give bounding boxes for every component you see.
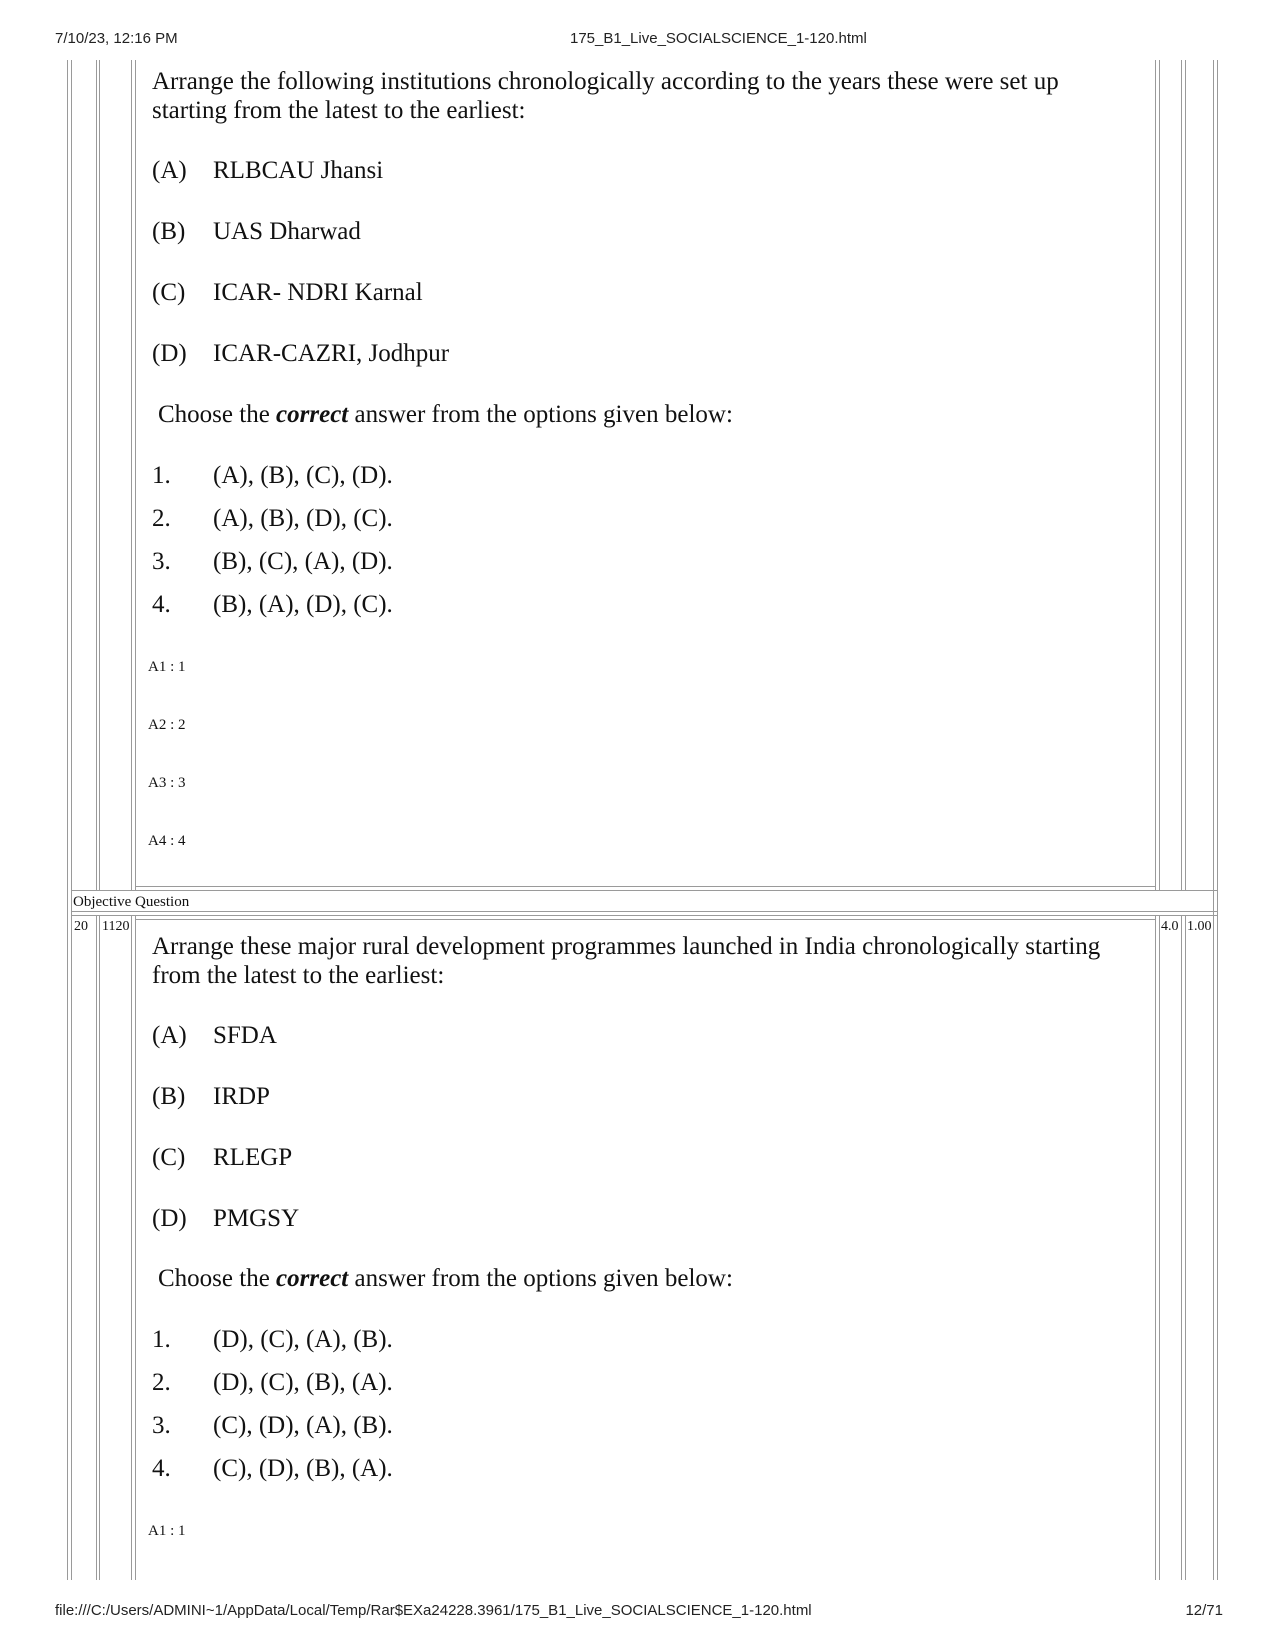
answer-text: (B), (C), (A), (D). bbox=[213, 548, 393, 575]
question-1-answer-key-2: A2 : 2 bbox=[148, 717, 186, 733]
question-2-serial: 20 bbox=[74, 919, 88, 934]
answer-text: (A), (B), (C), (D). bbox=[213, 462, 393, 489]
option-text: ICAR-CAZRI, Jodhpur bbox=[213, 340, 450, 367]
print-file-path: file:///C:/Users/ADMINI~1/AppData/Local/Temp/Rar$EXa24228.3961/175_B1_Live_SOCIALSCIENCE_1-120.html bbox=[55, 1602, 812, 1619]
instruction-emphasis: correct bbox=[276, 401, 349, 428]
answer-number: 3. bbox=[152, 548, 171, 575]
print-page-number: 12/71 bbox=[1185, 1602, 1223, 1619]
answer-number: 4. bbox=[152, 1455, 171, 1482]
question-2-marks: 4.0 bbox=[1161, 919, 1179, 934]
instruction-prefix: Choose the bbox=[158, 401, 277, 428]
answer-number: 4. bbox=[152, 591, 171, 618]
print-doc-title: 175_B1_Live_SOCIALSCIENCE_1-120.html bbox=[570, 30, 867, 47]
option-text: ICAR- NDRI Karnal bbox=[213, 279, 423, 306]
question-2-negative-marks: 1.00 bbox=[1187, 919, 1212, 934]
option-letter: (B) bbox=[152, 1083, 186, 1110]
answer-text: (D), (C), (A), (B). bbox=[213, 1326, 393, 1353]
print-footer bbox=[0, 1602, 1275, 1622]
option-letter: (D) bbox=[152, 1205, 187, 1232]
option-text: RLBCAU Jhansi bbox=[213, 157, 384, 184]
question-2-answer-key-1: A1 : 1 bbox=[148, 1523, 186, 1539]
answer-number: 2. bbox=[152, 505, 171, 532]
answer-text: (C), (D), (B), (A). bbox=[213, 1455, 393, 1482]
instruction-suffix: answer from the options given below: bbox=[348, 1265, 733, 1292]
question-2-stem: Arrange these major rural development programmes launched in India chronologically starting from the latest to the earliest: bbox=[152, 933, 1101, 989]
question-2-instruction bbox=[158, 1264, 733, 1293]
option-text: IRDP bbox=[213, 1083, 270, 1110]
instruction-emphasis: correct bbox=[276, 1265, 349, 1292]
answer-number: 1. bbox=[152, 1326, 171, 1353]
instruction-prefix: Choose the bbox=[158, 1265, 277, 1292]
answer-number: 1. bbox=[152, 462, 171, 489]
option-letter: (C) bbox=[152, 1144, 186, 1171]
question-1-answer-key-3: A3 : 3 bbox=[148, 775, 186, 791]
answer-number: 2. bbox=[152, 1369, 171, 1396]
instruction-suffix: answer from the options given below: bbox=[348, 401, 733, 428]
option-letter: (C) bbox=[152, 279, 186, 306]
question-1-stem: Arrange the following institutions chronologically according to the years these were set up starting from the latest to the earliest: bbox=[152, 68, 1059, 124]
option-text: SFDA bbox=[213, 1022, 277, 1049]
question-1-answer-key-4: A4 : 4 bbox=[148, 833, 186, 849]
print-header bbox=[0, 30, 1275, 50]
answer-text: (D), (C), (B), (A). bbox=[213, 1369, 393, 1396]
section-label: Objective Question bbox=[73, 894, 190, 910]
question-1-instruction bbox=[158, 400, 733, 429]
answer-number: 3. bbox=[152, 1412, 171, 1439]
print-datetime: 7/10/23, 12:16 PM bbox=[55, 30, 178, 47]
answer-text: (A), (B), (D), (C). bbox=[213, 505, 393, 532]
option-text: UAS Dharwad bbox=[213, 218, 361, 245]
answer-text: (C), (D), (A), (B). bbox=[213, 1412, 393, 1439]
option-letter: (A) bbox=[152, 157, 187, 184]
option-letter: (D) bbox=[152, 340, 187, 367]
option-letter: (A) bbox=[152, 1022, 187, 1049]
answer-text: (B), (A), (D), (C). bbox=[213, 591, 393, 618]
option-text: RLEGP bbox=[213, 1144, 293, 1171]
question-2-id: 1120 bbox=[102, 919, 130, 934]
option-letter: (B) bbox=[152, 218, 186, 245]
question-1-answer-key-1: A1 : 1 bbox=[148, 659, 186, 675]
option-text: PMGSY bbox=[213, 1205, 300, 1232]
